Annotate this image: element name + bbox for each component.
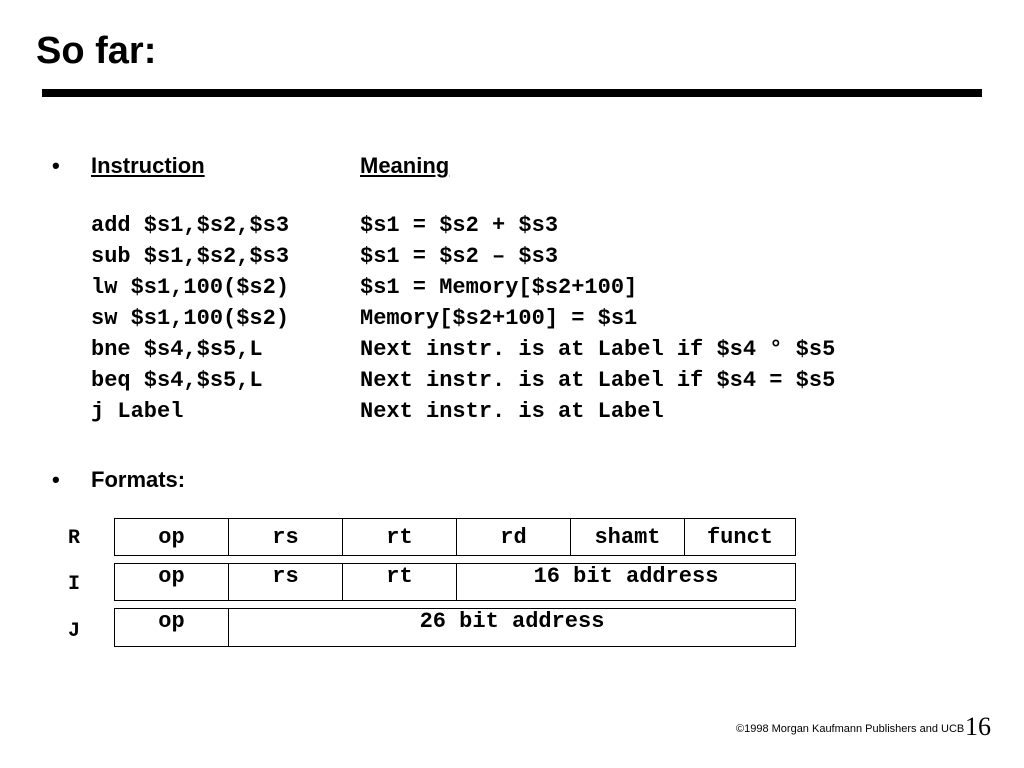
format-letter-j: J bbox=[68, 620, 81, 643]
field-op: op bbox=[115, 519, 229, 555]
formats-label: Formats: bbox=[91, 467, 186, 492]
copyright-footer: ©1998 Morgan Kaufmann Publishers and UCB bbox=[736, 723, 965, 735]
j-format-row bbox=[114, 608, 796, 647]
meaning-cell: Next instr. is at Label if $s4 ° $s5 bbox=[360, 337, 836, 362]
title-rule bbox=[42, 89, 982, 97]
meaning-cell: Next instr. is at Label if $s4 = $s5 bbox=[360, 368, 836, 393]
field-rd: rd bbox=[457, 519, 571, 555]
field-16-bit-address: 16 bit address bbox=[533, 564, 719, 589]
field-rs: rs bbox=[229, 519, 343, 555]
meaning-cell: Memory[$s2+100] = $s1 bbox=[360, 306, 638, 331]
instruction-cell: add $s1,$s2,$s3 bbox=[91, 213, 290, 238]
r-format-row bbox=[114, 518, 796, 556]
instruction-header: Instruction bbox=[91, 153, 205, 178]
field-rt: rt bbox=[343, 564, 457, 600]
instruction-cell: j Label bbox=[91, 399, 184, 424]
meaning-cell: Next instr. is at Label bbox=[360, 399, 664, 424]
bullet-formats: • bbox=[52, 467, 60, 492]
field-rt: rt bbox=[343, 519, 457, 555]
meaning-cell: $s1 = Memory[$s2+100] bbox=[360, 275, 638, 300]
instruction-cell: bne $s4,$s5,L bbox=[91, 337, 263, 362]
bullet-instructions: • bbox=[52, 153, 60, 178]
instruction-cell: beq $s4,$s5,L bbox=[91, 368, 263, 393]
page-number: 16 bbox=[965, 712, 991, 741]
field-rs: rs bbox=[229, 564, 343, 600]
meaning-cell: $s1 = $s2 – $s3 bbox=[360, 244, 559, 269]
field-op: op bbox=[115, 564, 229, 600]
field-op: op bbox=[115, 609, 229, 646]
format-letter-i: I bbox=[68, 573, 81, 596]
i-format-row bbox=[114, 563, 796, 601]
format-letter-r: R bbox=[68, 527, 81, 550]
meaning-header: Meaning bbox=[360, 153, 450, 178]
field-26-bit-address: 26 bit address bbox=[419, 609, 605, 634]
slide-title: So far: bbox=[36, 30, 157, 72]
instruction-cell: lw $s1,100($s2) bbox=[91, 275, 290, 300]
instruction-cell: sw $s1,100($s2) bbox=[91, 306, 290, 331]
instruction-cell: sub $s1,$s2,$s3 bbox=[91, 244, 290, 269]
field-funct: funct bbox=[706, 524, 773, 550]
meaning-cell: $s1 = $s2 + $s3 bbox=[360, 213, 559, 238]
field-shamt: shamt bbox=[571, 519, 685, 555]
